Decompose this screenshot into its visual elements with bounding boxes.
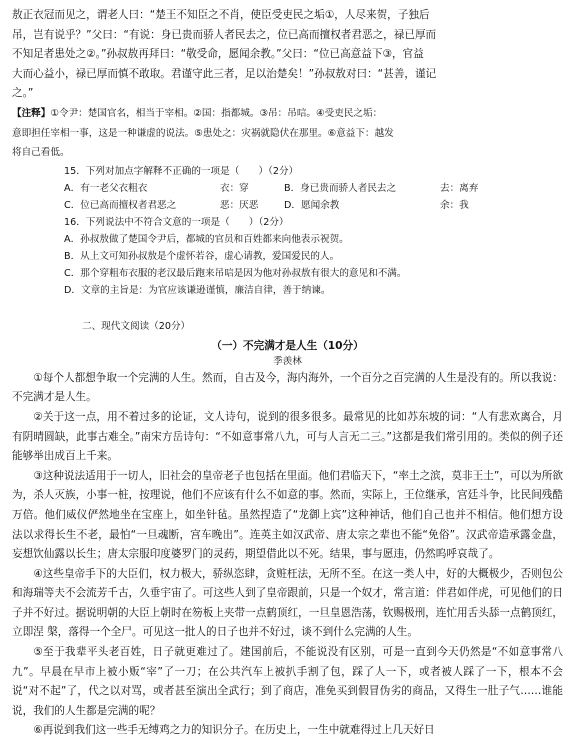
option-row	[12, 197, 563, 214]
option-b: B．身已贵而骄人者民去之	[284, 182, 397, 194]
question-option: C．那个穿粗布衣服的老汉最后跑来吊唁是因为他对孙叔敖有很大的意见和不满。	[64, 267, 407, 279]
option-d-gloss: 余：我	[440, 199, 469, 211]
passage-line: 大而心益小，禄已厚而慎不敢取。君谨守此三者，足以治楚矣！”孙叔敖对曰：“甚善，谨记	[12, 67, 437, 80]
article-paragraph: ⑤至于我辈平头老百姓，日子就更难过了。建国前后，不能说没有区别，可是一直到今天仍然是“不如意事常八九”。早晨在早市上被小贩“宰”了一刀；在公共汽车上被扒手割了包，踩了人一下，或者被人踩了一下，根本不会说“对不起”了，代之以对骂，或者甚至演出全武行；到了商店，准免买到假冒伪劣的商品，又得生一肚子气……谁能说，我们的人生都是完满的呢？	[12, 646, 563, 717]
option-row	[12, 180, 563, 197]
question-option: B．从上文可知孙叔敖是个虚怀若谷，虚心请教，爱国爱民的人。	[64, 250, 340, 262]
question-stem: 15．下列对加点字解释不正确的一项是（ ）（2分）	[64, 165, 299, 177]
passage-line: 敖正衣冠而见之，谓老人曰：“楚王不知臣之不肖，使臣受吏民之垢①，人尽来贺，子独后	[12, 9, 430, 21]
article-author: 季羡林	[273, 355, 302, 367]
section-heading: 二、现代文阅读（20分）	[82, 320, 191, 332]
article-paragraph: ⑥再说到我们这一些手无缚鸡之力的知识分子。在历史上，一生中就难得过上几天好日	[33, 724, 435, 737]
option-a: A．有一老父衣粗衣	[64, 182, 148, 194]
passage-line: 吊，岂有说乎？”父曰：“有说：身已贵而骄人者民去之，位已高而擅权者君恶之，禄已厚而	[12, 28, 437, 41]
passage-line: 不知足者患处之②。”孙叔敖再拜曰：“敬受命，愿闻余教。”父曰：“位已高意益下③，官益	[12, 48, 424, 61]
annotation-label: 【注释】	[12, 107, 51, 119]
option-d: D．愿闻余教	[284, 199, 340, 211]
article-paragraph: ④这些皇帝手下的大臣们，权力极大，骄纵恣肆，贪赃枉法，无所不至。在这一类人中，好的大概极少，否则包公和海瑞等夫不会流芳千古，久垂宇宙了。可这些人到了皇帝跟前，只是一个奴才，常言道：伴君如伴虎，可见他们的日子并不好过。据说明朝的大臣上朝时在笏板上夹带一点鹤顶红，一旦皇恩浩荡，钦赐极刑，连忙用舌头舔一点鹤顶红，立即涅 槃，落得一个全尸。可见这一批人的日子也并不好过，谈不到什么完满的人生。	[12, 567, 563, 639]
option-c-gloss: 恶：厌恶	[220, 199, 259, 211]
annotation-text: ①令尹：楚国官名，相当于宰相。②国：指都城。③吊：吊唁。④受吏民之垢：	[50, 107, 383, 119]
option-a-gloss: 衣：穿	[220, 182, 249, 194]
option-b-gloss: 去：离弃	[440, 182, 479, 194]
article-paragraph: ①每个人都想争取一个完满的人生。然而，自古及今，海内海外，一个百分之百完满的人生是没有的。所以我说：不完满才是人生。	[12, 371, 563, 404]
passage-line: 之。”	[12, 87, 34, 100]
annotation-block	[12, 104, 563, 163]
article-paragraph: ③这种说法适用于一切人，旧社会的皇帝老子也包括在里面。他们君临天下，“率土之滨，莫非王土”，可以为所欲为，杀人灭族，小事一桩，按理说，他们不应该有什么不如意的事。然而，实际上，王位继承，宫廷斗争，比民间残酷万倍。他们威仪俨然地坐在宝座上，如坐针毡。虽然捏造了“龙御上宾”这种神话，他们自己也并不相信。他们想方设法以求得长生不老，最怕“一旦魂断，宫车晚出”。连英主如汉武帝、唐太宗之辈也不能“免俗”。汉武帝造承露金盘，妄想饮仙露以长生；唐太宗服印度婆罗门的灵药，期望借此以不死。结果，事与愿违，仍然呜呼哀哉了。	[12, 469, 563, 561]
article-paragraph: ②关于这一点，用不着过多的论证，文人诗句，说到的很多很多。最常见的比如苏东坡的词：“人有悲欢离合，月有阴晴圆缺，此事古难全。”南宋方岳诗句：“不如意事常八九，可与人言无二三。”这都是我们常引用的。类似的例子还能够举出成百上千来。	[12, 410, 563, 463]
question-15	[12, 163, 563, 214]
annotation-line: 意即担任宰相一事，这是一种谦虚的说法。⑤患处之：灾祸就隐伏在那里。⑥意益下：越发	[12, 127, 394, 139]
question-option: A．孙叔敖做了楚国令尹后，都城的官员和百姓都来向他表示祝贺。	[64, 233, 349, 245]
annotation-line: 将自己看低。	[12, 147, 70, 159]
passage-tail	[12, 6, 563, 104]
article-title: （一）不完满才是人生（10分）	[211, 339, 364, 352]
question-16	[12, 214, 563, 299]
annotation-line	[12, 104, 563, 124]
question-stem: 16．下列说法中不符合文意的一项是（ ）（2分）	[64, 216, 289, 228]
option-c: C．位已高而擅权者君恶之	[64, 199, 177, 211]
spacer	[12, 299, 563, 318]
article-body	[12, 369, 563, 741]
question-option: D．文章的主旨是：为官应该谦逊谨慎，廉洁自律，善于纳谏。	[64, 284, 331, 296]
